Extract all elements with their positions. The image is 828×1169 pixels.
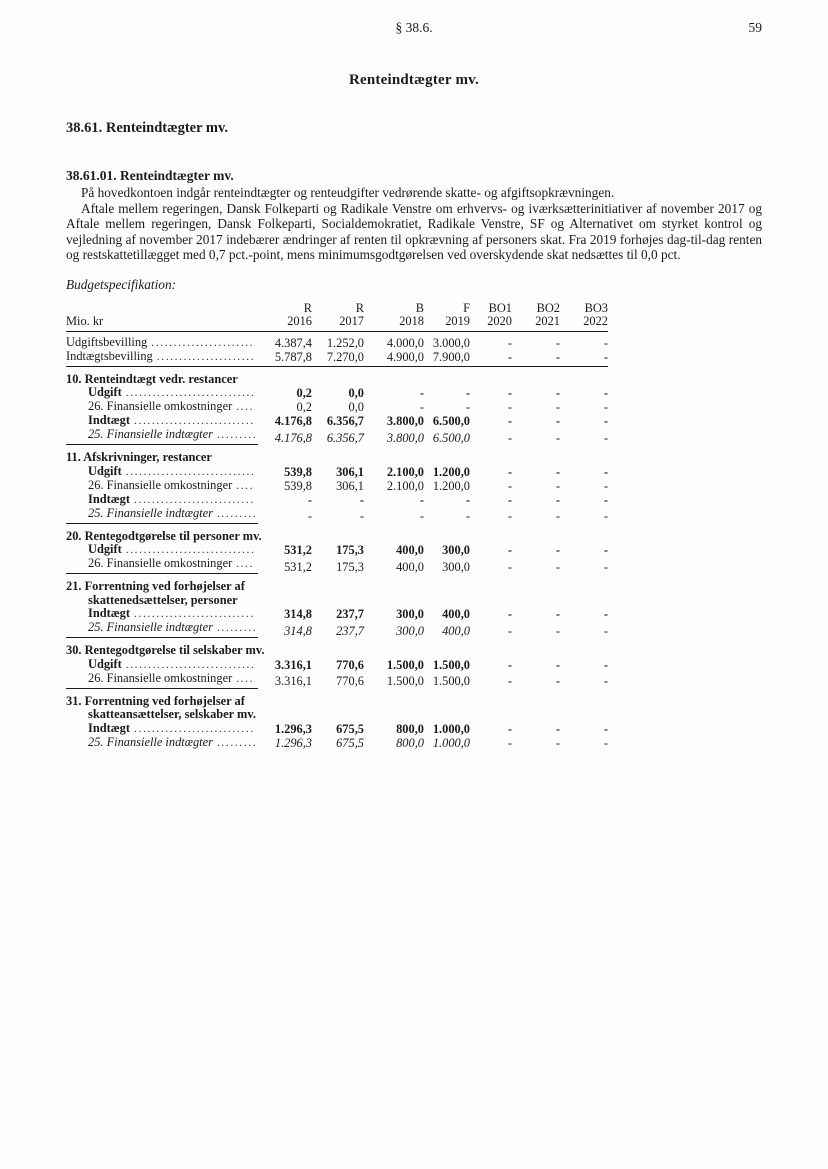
table-row: [66, 428, 608, 445]
value-cell: 7.270,0: [312, 350, 364, 367]
row-label-cell: [66, 414, 258, 428]
row-stub: [66, 479, 258, 493]
dot-leader: [134, 722, 255, 736]
row-label-cell: [66, 557, 258, 574]
row-label-cell: [66, 736, 258, 750]
value-cell: 4.176,8: [274, 414, 312, 429]
value-cell: 5.787,8: [258, 350, 312, 367]
value-cell: -: [419, 386, 424, 401]
table-row: [66, 722, 608, 736]
column-header: 2019: [424, 315, 470, 332]
column-header: R: [355, 300, 364, 315]
value-cell: 1.500,0: [432, 674, 470, 689]
dot-leader: [217, 736, 255, 750]
value-cell: 6.500,0: [432, 430, 470, 445]
row-label-cell: [66, 722, 258, 736]
value-cell: 675,5: [336, 721, 364, 736]
row-label: 25. Finansielle indtægter: [88, 505, 213, 520]
value-cell: 531,2: [284, 559, 312, 574]
row-stub: [66, 507, 258, 521]
section-label: 30. Rentegodtgørelse til selskaber mv.: [66, 643, 265, 658]
value-cell: 1.500,0: [386, 657, 424, 672]
value-cell: -: [603, 657, 608, 672]
row-stub: [66, 672, 258, 686]
value-cell: -: [603, 492, 608, 507]
value-cell: 3.316,1: [274, 674, 312, 689]
value-cell: 1.000,0: [432, 721, 470, 736]
row-stub: [66, 386, 258, 400]
column-header: BO2: [536, 300, 560, 315]
section-cell: [66, 445, 608, 465]
value-cell: 1.000,0: [432, 735, 470, 750]
value-cell: -: [555, 721, 560, 736]
column-header: B: [415, 300, 424, 315]
row-label-cell: [66, 331, 258, 350]
row-label-cell: [66, 428, 258, 445]
dot-leader: [217, 507, 255, 521]
row-label: 25. Finansielle indtægter: [88, 427, 213, 442]
account-heading: 38.61.01. Renteindtægter mv.: [66, 168, 234, 183]
value-cell: 1.296,3: [274, 721, 312, 736]
value-cell: 539,8: [284, 478, 312, 493]
value-cell: 237,7: [336, 623, 364, 638]
row-label-cell: [66, 386, 258, 400]
value-cell: 4.387,4: [274, 335, 312, 350]
value-cell: -: [603, 335, 608, 350]
table-section-row: [66, 523, 608, 543]
value-cell: -: [507, 386, 512, 401]
value-cell: -: [555, 623, 560, 638]
dot-leader: [126, 386, 255, 400]
value-cell: 7.900,0: [424, 350, 470, 367]
table-section-row: [66, 445, 608, 465]
row-label-cell: [66, 479, 258, 493]
column-header: R: [303, 300, 312, 315]
row-label-cell: [66, 621, 258, 638]
value-cell: -: [555, 414, 560, 429]
value-cell: -: [603, 674, 608, 689]
row-label: 25. Finansielle indtægter: [88, 734, 213, 749]
value-cell: -: [507, 414, 512, 429]
value-cell: 3.800,0: [386, 414, 424, 429]
value-cell: 3.316,1: [274, 657, 312, 672]
value-cell: -: [555, 674, 560, 689]
value-cell: 6.500,0: [432, 414, 470, 429]
table-row: [66, 350, 608, 367]
dot-leader: [157, 350, 255, 364]
table-row: [66, 493, 608, 507]
value-cell: 400,0: [396, 543, 424, 558]
budget-spec-label: Budgetspecifikation:: [66, 276, 177, 292]
value-cell: -: [507, 464, 512, 479]
value-cell: -: [603, 623, 608, 638]
value-cell: -: [507, 674, 512, 689]
value-cell: 3.800,0: [386, 430, 424, 445]
table-row: [66, 658, 608, 672]
value-cell: 1.200,0: [432, 478, 470, 493]
table-row: [66, 400, 608, 414]
page-title: Renteindtægter mv.: [349, 72, 479, 88]
row-stub: [66, 557, 258, 571]
table-section-row: [66, 638, 608, 658]
row-stub: [66, 428, 258, 442]
value-cell: 770,6: [336, 674, 364, 689]
row-label-cell: [66, 658, 258, 672]
value-cell: -: [307, 509, 312, 524]
value-cell: -: [555, 400, 560, 415]
value-cell: -: [603, 735, 608, 750]
table-row: [66, 465, 608, 479]
row-stub: [66, 658, 258, 672]
dot-leader: [134, 607, 255, 621]
value-cell: 1.200,0: [432, 464, 470, 479]
value-cell: 0,2: [296, 400, 312, 415]
row-label: 26. Finansielle omkostninger: [88, 556, 233, 571]
table-section-row: [66, 688, 608, 722]
value-cell: -: [359, 492, 364, 507]
row-stub: [66, 736, 258, 750]
value-cell: -: [512, 350, 560, 367]
section-label: 11. Afskrivninger, restancer: [66, 450, 212, 465]
body-paragraph: På hovedkontoen indgår renteindtægter og renteudgifter vedrørende skatte- og afgiftsopkrævningen.: [81, 185, 615, 200]
value-cell: -: [555, 543, 560, 558]
value-cell: -: [507, 430, 512, 445]
table-row: [66, 672, 608, 689]
table-row: [66, 507, 608, 524]
value-cell: 400,0: [442, 607, 470, 622]
value-cell: -: [603, 464, 608, 479]
row-label: 26. Finansielle omkostninger: [88, 399, 233, 414]
value-cell: -: [507, 400, 512, 415]
value-cell: -: [603, 478, 608, 493]
table-row: [66, 607, 608, 621]
value-cell: 539,8: [284, 464, 312, 479]
dot-leader: [134, 493, 255, 507]
value-cell: 4.000,0: [386, 335, 424, 350]
section-label: 21. Forrentning ved forhøjelser af skattenedsættelser, personer: [66, 579, 245, 607]
value-cell: -: [603, 430, 608, 445]
section-reference: § 38.6.: [395, 20, 433, 35]
value-cell: -: [359, 509, 364, 524]
value-cell: -: [603, 559, 608, 574]
row-label-cell: [66, 493, 258, 507]
value-cell: -: [470, 350, 512, 367]
value-cell: -: [465, 509, 470, 524]
column-header: BO1: [488, 300, 512, 315]
value-cell: 306,1: [336, 478, 364, 493]
table-row: [66, 414, 608, 428]
row-label-cell: [66, 672, 258, 689]
row-stub: [66, 493, 258, 507]
value-cell: 0,0: [348, 400, 364, 415]
row-label: 26. Finansielle omkostninger: [88, 670, 233, 685]
value-cell: -: [555, 492, 560, 507]
row-label-cell: [66, 543, 258, 557]
value-cell: 675,5: [336, 735, 364, 750]
page-number: 59: [748, 20, 762, 35]
row-label: Indtægt: [88, 720, 130, 735]
value-cell: 314,8: [284, 607, 312, 622]
value-cell: 2.100,0: [386, 478, 424, 493]
value-cell: -: [419, 509, 424, 524]
section-cell: [66, 638, 608, 658]
dot-leader: [134, 414, 255, 428]
value-cell: 531,2: [284, 543, 312, 558]
value-cell: -: [555, 559, 560, 574]
table-section-row: [66, 574, 608, 608]
value-cell: 314,8: [284, 623, 312, 638]
value-cell: -: [419, 492, 424, 507]
column-header: BO3: [584, 300, 608, 315]
value-cell: 6.356,7: [326, 414, 364, 429]
value-cell: 2.100,0: [386, 464, 424, 479]
value-cell: -: [507, 543, 512, 558]
table-row: [66, 479, 608, 493]
value-cell: -: [555, 657, 560, 672]
table-row: [66, 557, 608, 574]
column-header: 2016: [258, 315, 312, 332]
dot-leader: [126, 658, 255, 672]
header-row-year: [66, 315, 608, 332]
dot-leader: [236, 672, 255, 686]
dot-leader: [126, 543, 255, 557]
value-cell: -: [507, 657, 512, 672]
value-cell: 800,0: [396, 721, 424, 736]
table-row: [66, 543, 608, 557]
value-cell: 1.252,0: [326, 335, 364, 350]
value-cell: 1.500,0: [386, 674, 424, 689]
value-cell: -: [419, 400, 424, 415]
row-label: Udgift: [88, 463, 122, 478]
value-cell: -: [603, 607, 608, 622]
value-cell: -: [507, 559, 512, 574]
running-head: [66, 20, 762, 38]
column-header: F: [463, 300, 470, 315]
value-cell: 0,0: [348, 386, 364, 401]
value-cell: -: [507, 478, 512, 493]
value-cell: -: [560, 350, 608, 367]
dot-leader: [217, 621, 255, 635]
value-cell: 400,0: [396, 559, 424, 574]
value-cell: -: [555, 607, 560, 622]
page-content: [66, 72, 762, 750]
value-cell: -: [465, 492, 470, 507]
column-header: 2022: [560, 315, 608, 332]
row-stub: [66, 350, 258, 364]
value-cell: -: [307, 492, 312, 507]
value-cell: -: [465, 386, 470, 401]
row-stub: [66, 465, 258, 479]
value-cell: 400,0: [442, 623, 470, 638]
value-cell: 175,3: [336, 543, 364, 558]
value-cell: -: [507, 735, 512, 750]
row-stub: [66, 400, 258, 414]
value-cell: 0,2: [296, 386, 312, 401]
row-stub: [66, 543, 258, 557]
header-row-type: [66, 302, 608, 315]
value-cell: -: [507, 623, 512, 638]
value-cell: 770,6: [336, 657, 364, 672]
table-row: [66, 736, 608, 750]
value-cell: -: [603, 543, 608, 558]
dot-leader: [236, 557, 255, 571]
value-cell: 300,0: [442, 559, 470, 574]
budget-table: [66, 302, 608, 750]
row-label: Indtægt: [88, 491, 130, 506]
table-header: [66, 302, 608, 332]
row-label: Indtægtsbevilling: [66, 348, 153, 363]
row-label-cell: [66, 400, 258, 414]
value-cell: -: [603, 400, 608, 415]
table-row: [66, 621, 608, 638]
value-cell: -: [465, 400, 470, 415]
table-section-row: [66, 366, 608, 386]
section-label: 10. Renteindtægt vedr. restancer: [66, 371, 238, 386]
dot-leader: [151, 336, 255, 350]
value-cell: 300,0: [396, 607, 424, 622]
value-cell: 4.900,0: [364, 350, 424, 367]
row-label: Indtægt: [88, 413, 130, 428]
row-label: Indtægt: [88, 606, 130, 621]
value-cell: -: [603, 386, 608, 401]
body-paragraph: Aftale mellem regeringen, Dansk Folkeparti og Radikale Venstre om erhvervs- og iværksætterinitiativer af november 2017 og Aftale mellem regeringen, Dansk Folkeparti, Socialdemokratiet, Radikale Venstre, SF og Alternativet om styrket kontrol og vejledning af november 2017 indebærer ændringer af renten til opkrævning af personers skat. Fra 2019 forhøjes dag-til-dag renten og restskattetillægget med 0,7 pct.-point, mens minimumsgodtgørelsen ved overskydende skat nedsættes til 0,0 pct.: [66, 200, 762, 263]
dot-leader: [126, 465, 255, 479]
value-cell: 1.500,0: [432, 657, 470, 672]
column-header: 2018: [364, 315, 424, 332]
row-label: Udgift: [88, 542, 122, 557]
value-cell: -: [603, 414, 608, 429]
dot-leader: [217, 428, 255, 442]
row-label: Udgiftsbevilling: [66, 334, 148, 349]
row-label: 26. Finansielle omkostninger: [88, 477, 233, 492]
value-cell: -: [555, 509, 560, 524]
value-cell: -: [603, 721, 608, 736]
row-label-cell: [66, 507, 258, 524]
row-stub: [66, 414, 258, 428]
stub-header: Mio. kr: [66, 315, 258, 332]
value-cell: 800,0: [396, 735, 424, 750]
table-body: [66, 331, 608, 750]
value-cell: -: [555, 464, 560, 479]
value-cell: -: [507, 492, 512, 507]
value-cell: -: [507, 335, 512, 350]
value-cell: -: [603, 509, 608, 524]
row-label-cell: [66, 465, 258, 479]
dot-leader: [236, 400, 255, 414]
value-cell: 300,0: [442, 543, 470, 558]
section-cell: [66, 523, 608, 543]
value-cell: 1.296,3: [274, 735, 312, 750]
value-cell: -: [555, 430, 560, 445]
row-stub: [66, 336, 258, 350]
row-label-cell: [66, 607, 258, 621]
column-header: 2020: [470, 315, 512, 332]
row-stub: [66, 621, 258, 635]
value-cell: 237,7: [336, 607, 364, 622]
row-stub: [66, 722, 258, 736]
row-label-cell: [66, 350, 258, 367]
column-header: 2017: [312, 315, 364, 332]
value-cell: 300,0: [396, 623, 424, 638]
row-label: Udgift: [88, 385, 122, 400]
section-cell: [66, 366, 608, 386]
value-cell: -: [507, 607, 512, 622]
value-cell: 306,1: [336, 464, 364, 479]
value-cell: 175,3: [336, 559, 364, 574]
value-cell: -: [507, 509, 512, 524]
value-cell: -: [555, 735, 560, 750]
row-stub: [66, 607, 258, 621]
table-row: [66, 386, 608, 400]
section-cell: [66, 574, 608, 608]
value-cell: -: [555, 386, 560, 401]
table-row: [66, 331, 608, 350]
section-cell: [66, 688, 608, 722]
row-label: 25. Finansielle indtægter: [88, 620, 213, 635]
value-cell: 6.356,7: [326, 430, 364, 445]
section-label: 20. Rentegodtgørelse til personer mv.: [66, 528, 262, 543]
section-label: 31. Forrentning ved forhøjelser af skatteansættelser, selskaber mv.: [66, 693, 256, 722]
dot-leader: [236, 479, 255, 493]
value-cell: -: [555, 478, 560, 493]
column-header: 2021: [512, 315, 560, 332]
row-label: Udgift: [88, 656, 122, 671]
value-cell: -: [555, 335, 560, 350]
value-cell: -: [507, 721, 512, 736]
value-cell: 3.000,0: [432, 335, 470, 350]
chapter-heading: 38.61. Renteindtægter mv.: [66, 120, 229, 136]
value-cell: 4.176,8: [274, 430, 312, 445]
